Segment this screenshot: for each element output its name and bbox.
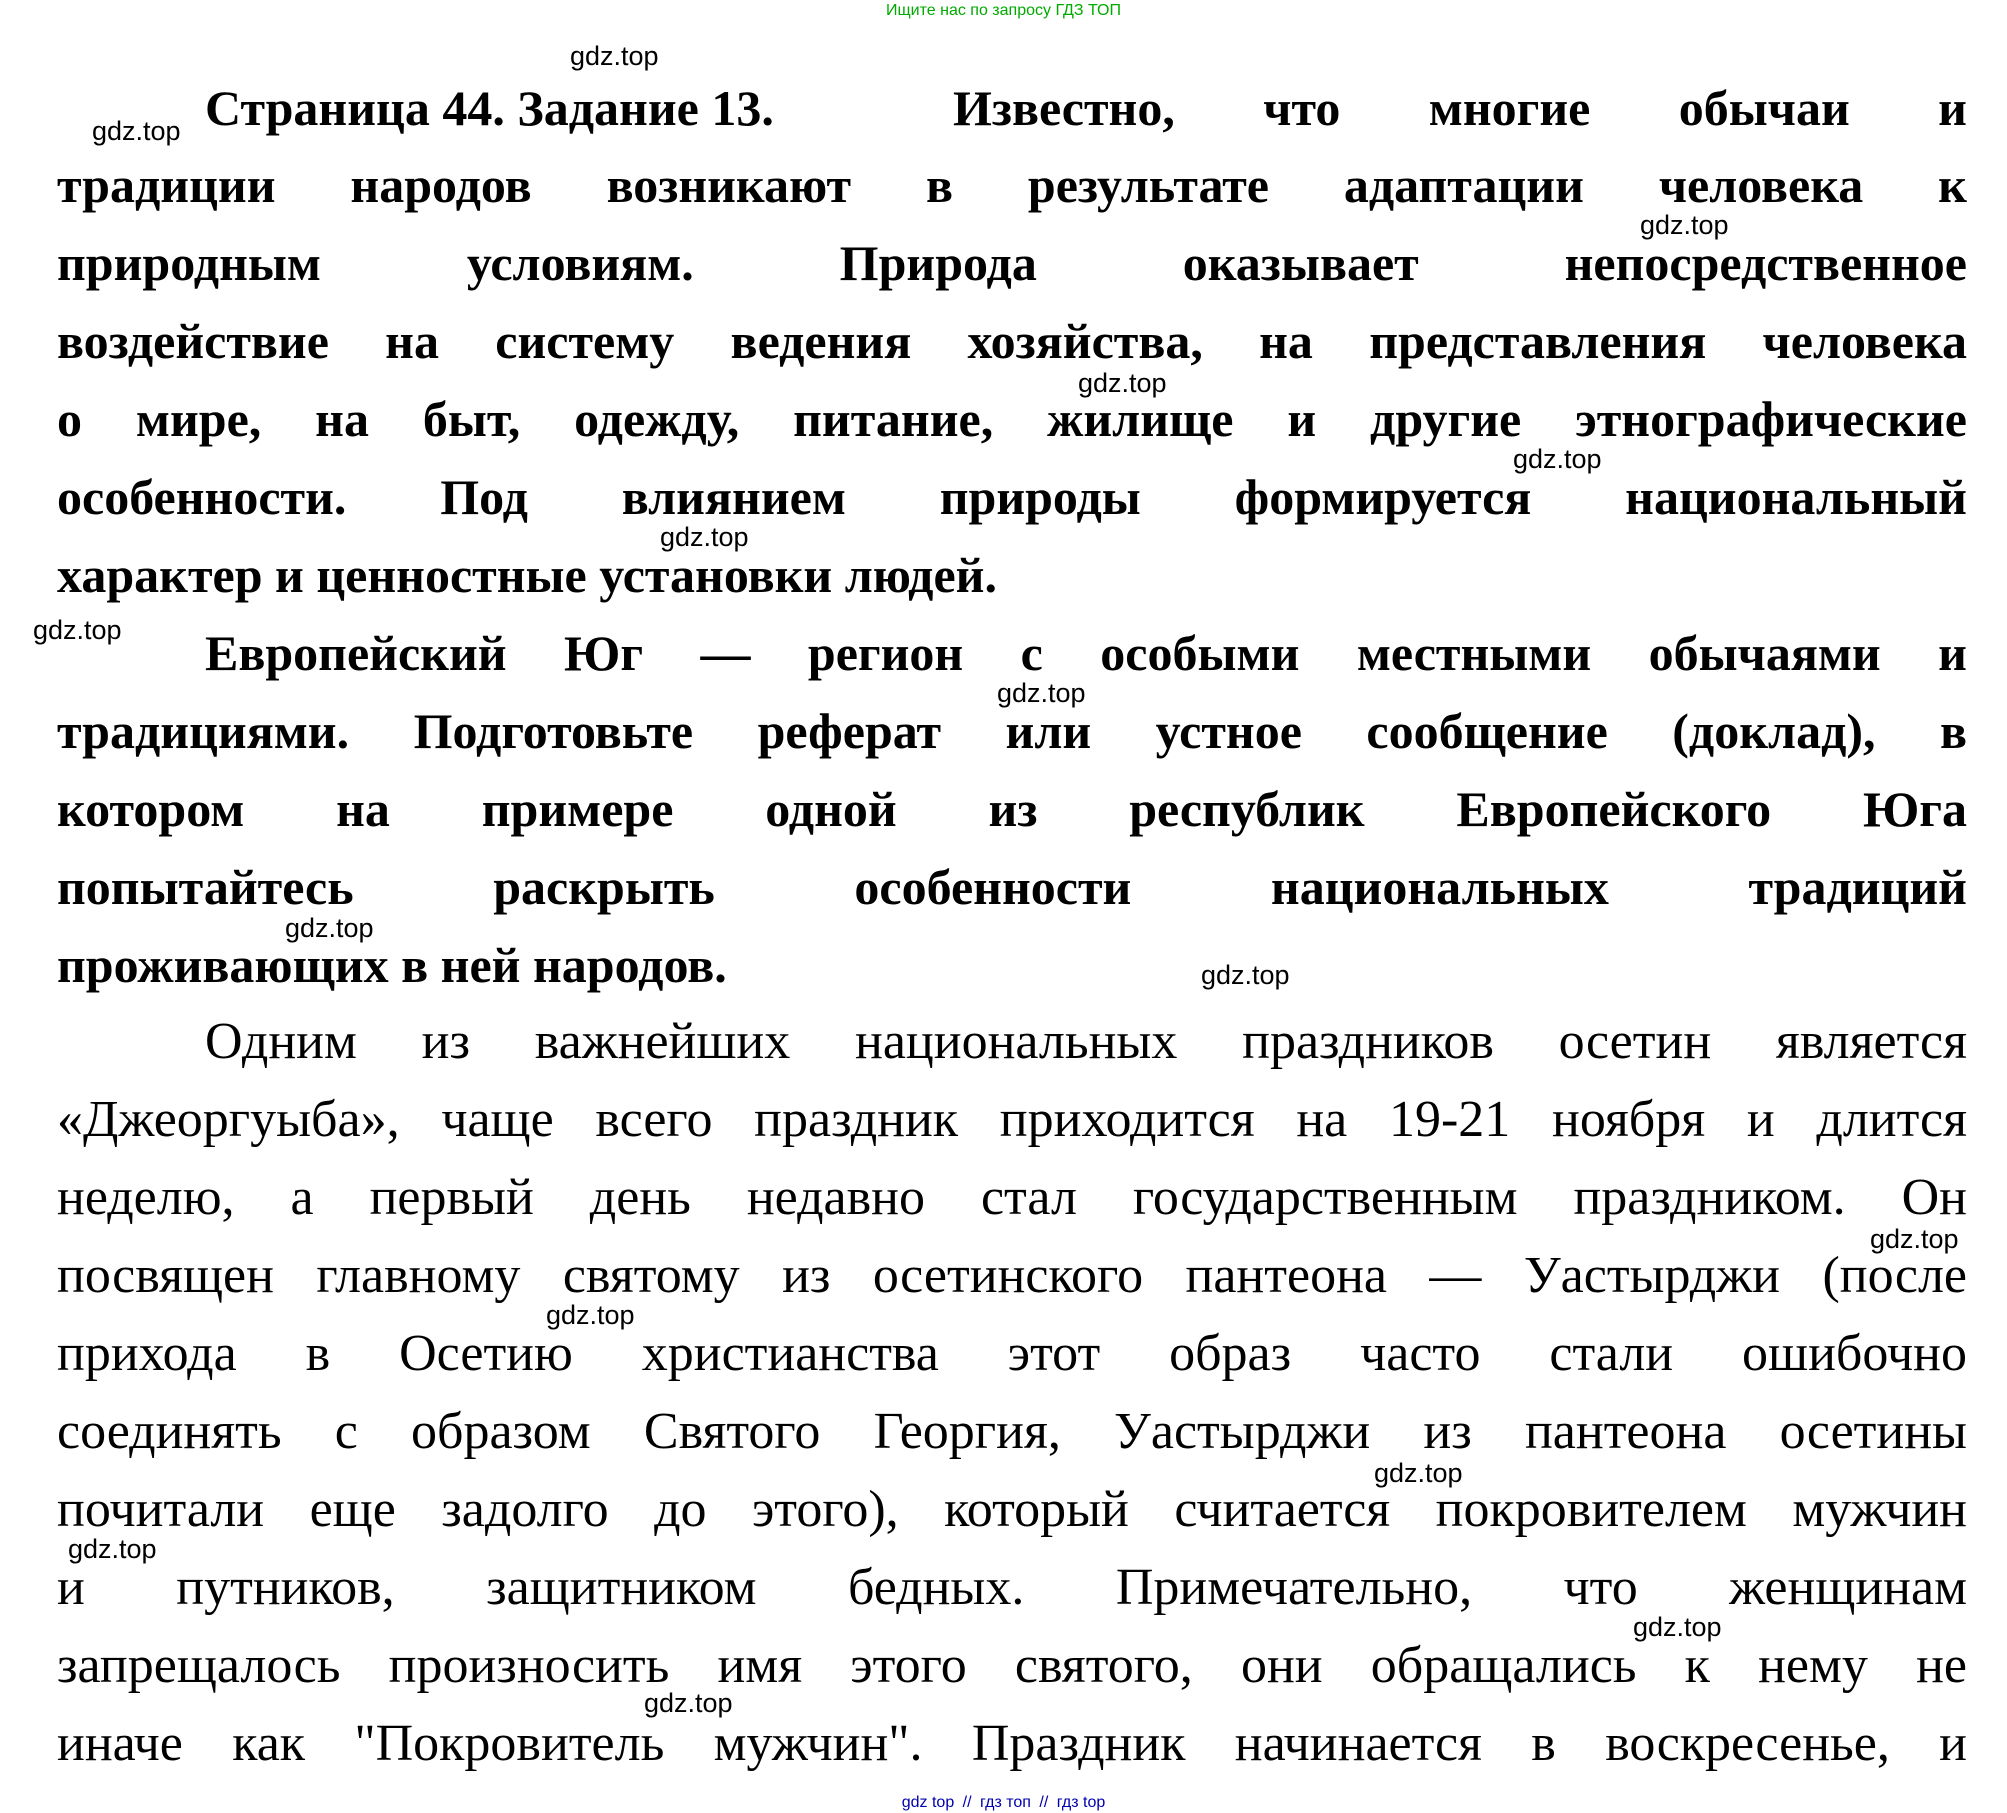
watermark: gdz.top: [570, 41, 659, 71]
watermark: gdz.top: [1513, 444, 1602, 474]
task-line: традиции народов возникают в результате адаптации человека к: [57, 157, 1967, 213]
watermark: gdz.top: [1633, 1612, 1722, 1642]
watermark: gdz.top: [285, 913, 374, 943]
watermark: gdz.top: [660, 522, 749, 552]
task-line: проживающих в ней народов.: [57, 937, 727, 993]
task-title: Страница 44. Задание 13.: [205, 80, 774, 136]
answer-line: неделю, а первый день недавно стал государственным праздником. Он: [57, 1169, 1967, 1226]
footer-item: gdz top: [901, 1794, 955, 1811]
answer-line: прихода в Осетию христианства этот образ часто стали ошибочно: [57, 1325, 1967, 1382]
watermark: gdz.top: [997, 678, 1086, 708]
answer-line: иначе как "Покровитель мужчин". Праздник начинается в воскресенье, и: [57, 1715, 1967, 1772]
footer-item: гдз top: [1056, 1794, 1106, 1811]
task-line: Европейский Юг — регион с особыми местными обычаями и: [205, 625, 1967, 681]
watermark: gdz.top: [33, 615, 122, 645]
footer-separator: //: [962, 1794, 972, 1811]
task-line: природным условиям. Природа оказывает непосредственное: [57, 235, 1967, 291]
watermark: gdz.top: [1201, 960, 1290, 990]
watermark: gdz.top: [68, 1534, 157, 1564]
answer-line: и путников, защитником бедных. Примечательно, что женщинам: [57, 1559, 1967, 1616]
footer-item: гдз топ: [980, 1794, 1031, 1811]
task-line: традициями. Подготовьте реферат или устное сообщение (доклад), в: [57, 703, 1967, 759]
answer-line: Одним из важнейших национальных праздников осетин является: [205, 1013, 1967, 1070]
answer-line: посвящен главному святому из осетинского пантеона — Уастырджи (после: [57, 1247, 1967, 1304]
footer-links: [0, 1794, 2007, 1812]
watermark: gdz.top: [92, 116, 181, 146]
answer-line: соединять с образом Святого Георгия, Уастырджи из пантеона осетины: [57, 1403, 1967, 1460]
search-hint-banner: Ищите нас по запросу ГДЗ ТОП: [886, 2, 1121, 19]
watermark: gdz.top: [1640, 210, 1729, 240]
watermark: gdz.top: [1870, 1224, 1959, 1254]
footer-separator: //: [1039, 1794, 1049, 1811]
task-line: Известно, что многие обычаи и: [953, 80, 1967, 136]
task-line: воздействие на систему ведения хозяйства, на представления человека: [57, 313, 1967, 369]
task-line: котором на примере одной из республик Европейского Юга: [57, 781, 1967, 837]
task-line: попытайтесь раскрыть особенности национальных традиций: [57, 859, 1967, 915]
answer-line: запрещалось произносить имя этого святого, они обращались к нему не: [57, 1637, 1967, 1694]
task-line: характер и ценностные установки людей.: [57, 547, 997, 603]
task-line: о мире, на быт, одежду, питание, жилище и другие этнографические: [57, 391, 1967, 447]
task-line: особенности. Под влиянием природы формируется национальный: [57, 469, 1967, 525]
watermark: gdz.top: [644, 1688, 733, 1718]
watermark: gdz.top: [546, 1300, 635, 1330]
watermark: gdz.top: [1374, 1458, 1463, 1488]
answer-line: почитали еще задолго до этого), который считается покровителем мужчин: [57, 1481, 1967, 1538]
answer-line: «Джеоргуыба», чаще всего праздник приходится на 19-21 ноября и длится: [57, 1091, 1967, 1148]
watermark: gdz.top: [1078, 368, 1167, 398]
